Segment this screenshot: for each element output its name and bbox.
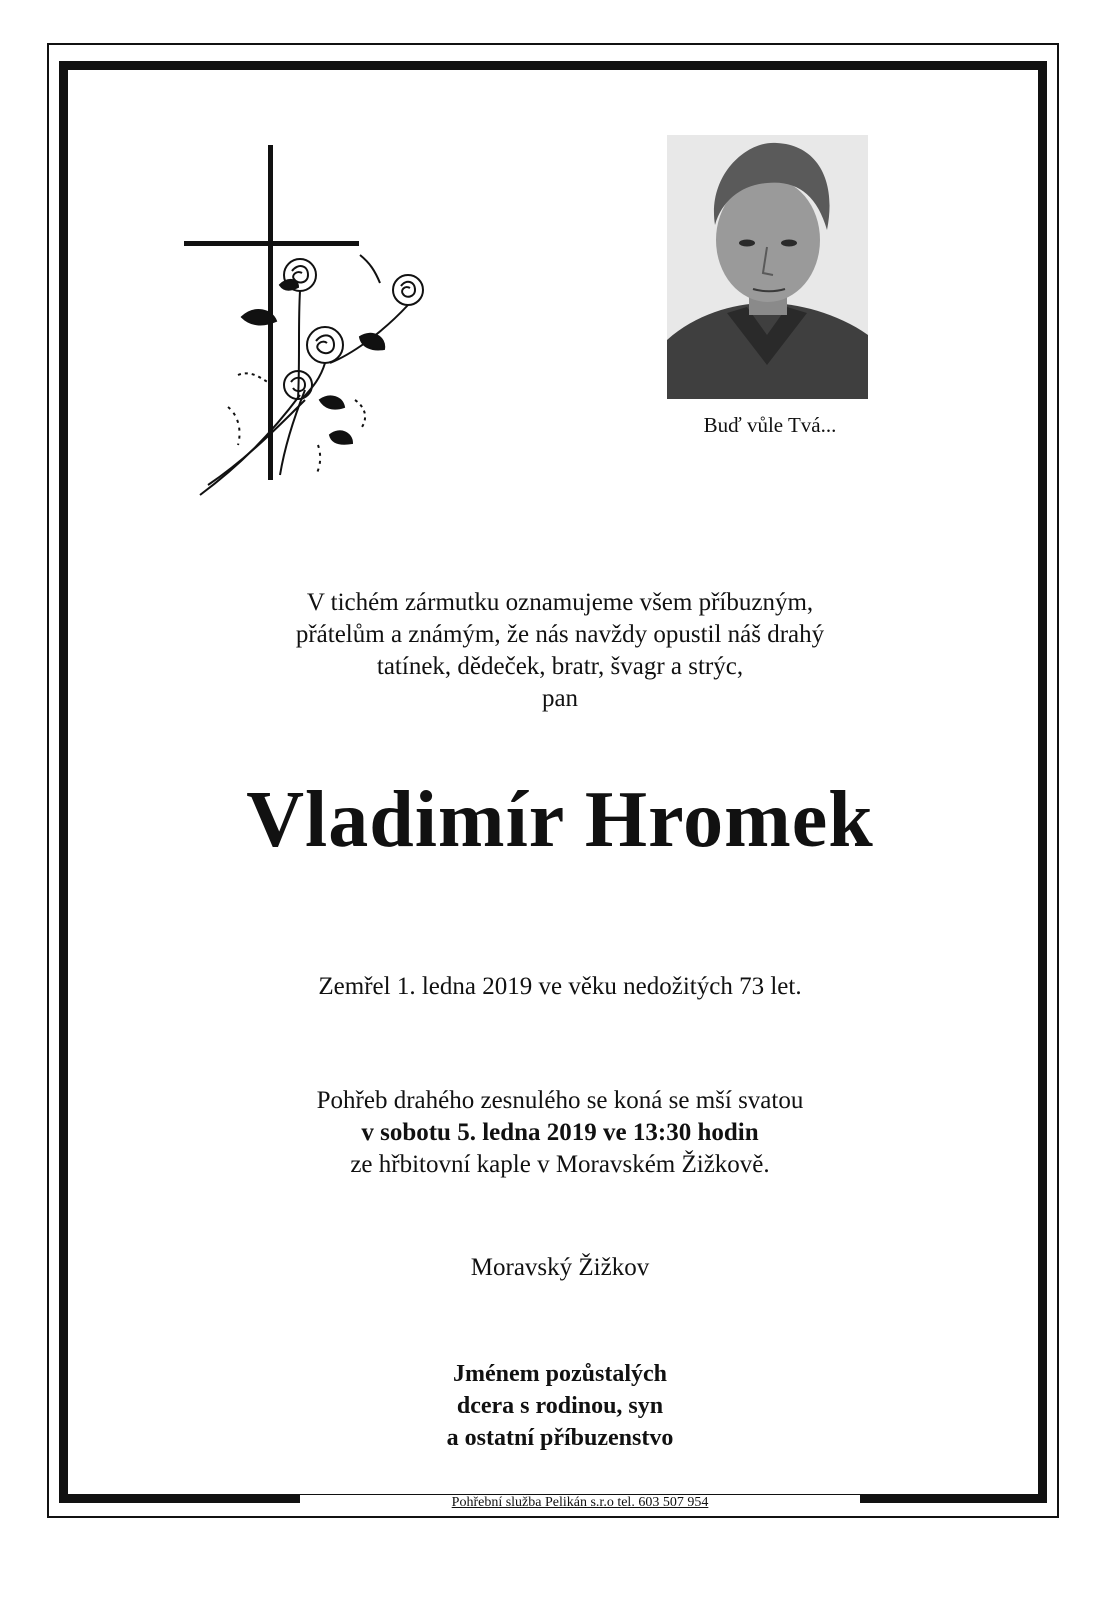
cross-with-roses-icon: [180, 145, 450, 505]
family-line: Jménem pozůstalých: [453, 1361, 667, 1387]
funeral-service-footer: Pohřební služba Pelikán s.r.o tel. 603 507 954: [300, 1495, 860, 1511]
place-name: Moravský Žižkov: [470, 1254, 650, 1281]
family-line: a ostatní příbuzenstvo: [446, 1425, 674, 1451]
funeral-line: Pohřeb drahého zesnulého se koná se mší svatou: [316, 1087, 804, 1114]
family-line: dcera s rodinou, syn: [456, 1393, 664, 1419]
announcement-text: [150, 587, 970, 715]
motto-text: Buď vůle Tvá...: [703, 413, 837, 437]
funeral-details: [150, 1085, 970, 1181]
announcement-line: přátelům a známým, že nás navždy opustil náš drahý: [295, 621, 825, 648]
funeral-location: ze hřbitovní kaple v Moravském Žižkově.: [350, 1151, 770, 1178]
death-notice: Zemřel 1. ledna 2019 ve věku nedožitých 73 let.: [318, 973, 802, 1000]
announcement-line: V tichém zármutku oznamujeme všem příbuzným,: [306, 589, 814, 616]
announcement-line: pan: [541, 685, 579, 712]
announcement-line: tatínek, dědeček, bratr, švagr a strýc,: [376, 653, 744, 680]
family-signature: [150, 1358, 970, 1454]
funeral-date-time: v sobotu 5. ledna 2019 ve 13:30 hodin: [361, 1119, 759, 1146]
portrait-photo: [667, 135, 868, 399]
deceased-name: Vladimír Hromek: [246, 776, 874, 864]
